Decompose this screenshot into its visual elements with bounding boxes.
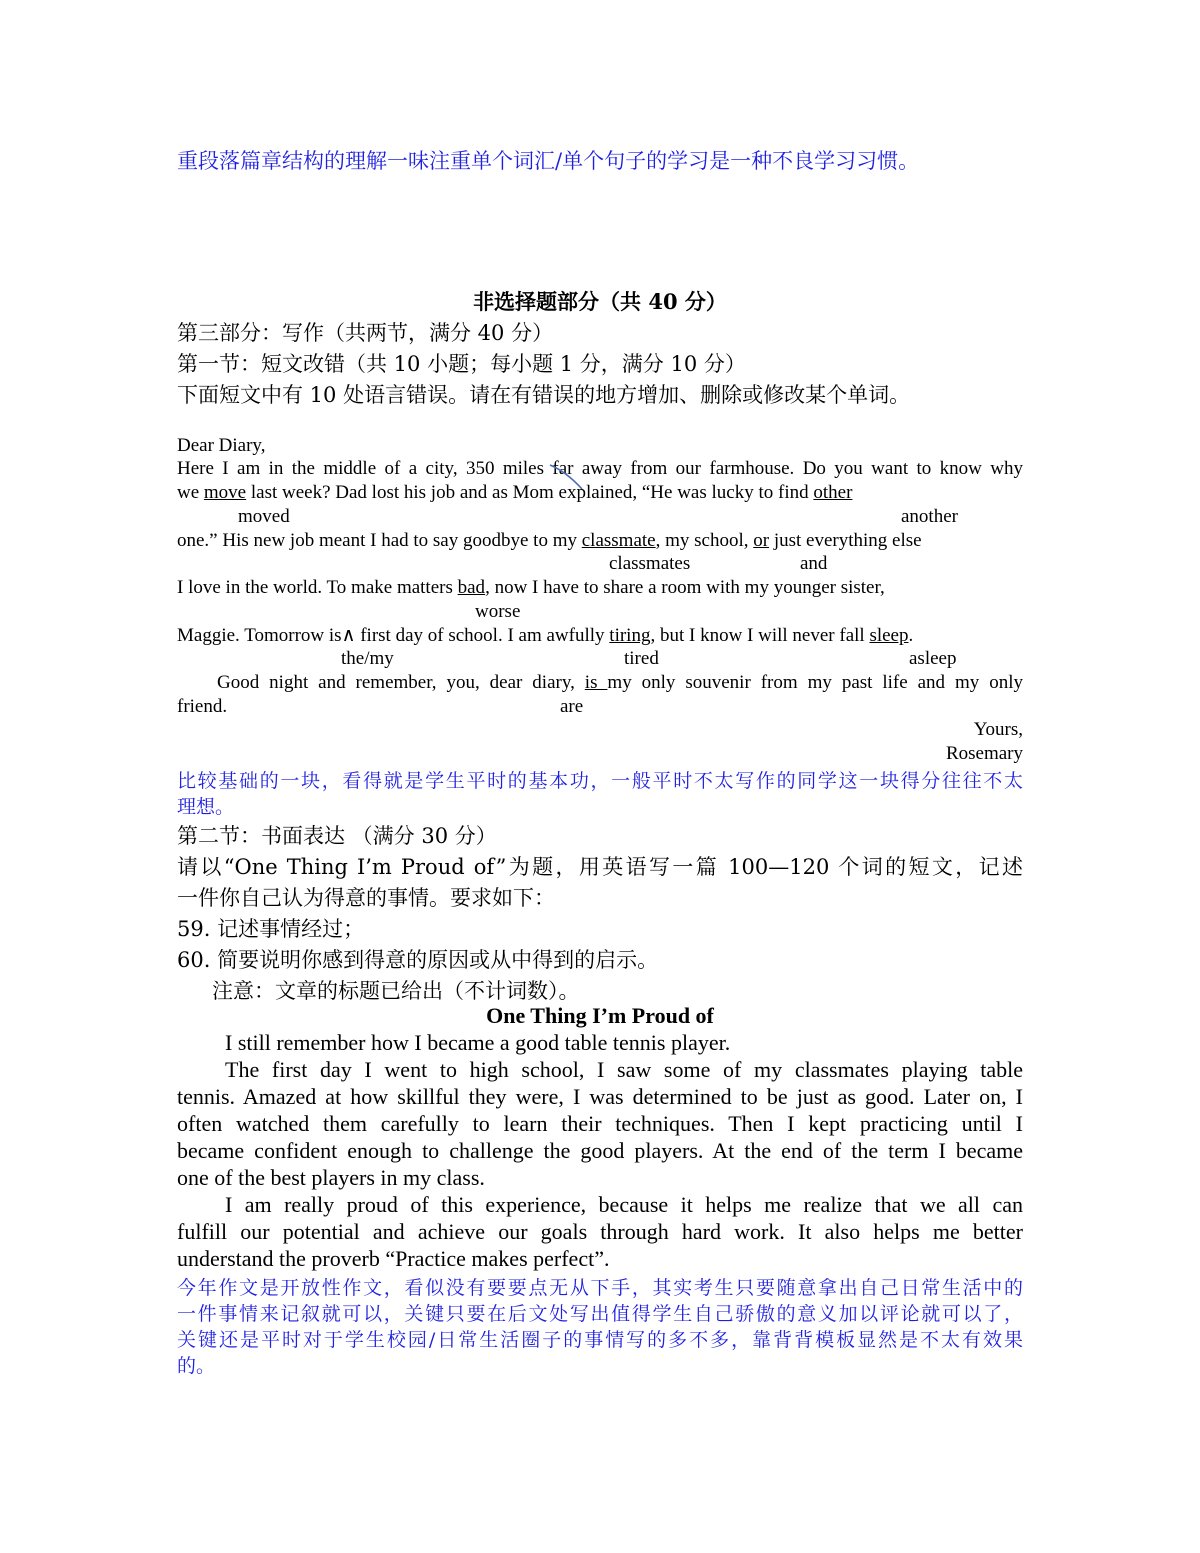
comment-2-line-1: 今年作文是开放性作文，看似没有要要点无从下手，其实考生只要随意拿出自己日常生活中的 bbox=[177, 1277, 1023, 1299]
diary-text: first day of school. I am awfully bbox=[355, 625, 610, 646]
diary-text: . bbox=[908, 625, 914, 646]
sec2-title: 第二节：书面表达 （满分 30 分） bbox=[177, 824, 497, 848]
correction-the-my: the/my bbox=[341, 648, 394, 669]
diary-text: , now I have to share a room with my younger sister, bbox=[485, 577, 885, 598]
diary-text: , my school, bbox=[655, 530, 754, 551]
sec2-prompt-2: 一件你自己认为得意的事情。要求如下： bbox=[177, 886, 555, 910]
diary-line-3 bbox=[177, 530, 922, 552]
diary-text: I love in the world. To make matters bbox=[177, 577, 458, 598]
comment-2-line-4: 的。 bbox=[177, 1355, 216, 1377]
error-word: move bbox=[203, 482, 247, 503]
diary-line-2 bbox=[177, 482, 852, 504]
diary-text: just everything else bbox=[769, 530, 922, 551]
error-word: or bbox=[753, 530, 770, 551]
requirement-1: 59. 记述事情经过； bbox=[177, 917, 365, 941]
intro-comment: 重段落篇章结构的理解一味注重单个词汇/单个句子的学习是一种不良学习习惯。 bbox=[177, 149, 920, 173]
diary-text: last week? Dad lost his job and as Mom explained, “He was lucky to find bbox=[246, 482, 814, 503]
error-word: other bbox=[813, 482, 853, 503]
sec1-title: 第一节：短文改错（共 10 小题；每小题 1 分，满分 10 分） bbox=[177, 352, 746, 376]
error-word: tiring bbox=[609, 625, 651, 646]
diary-text: Good night and remember, you, dear diary, bbox=[217, 672, 585, 693]
section-title: 非选择题部分（共 40 分） bbox=[473, 289, 727, 314]
essay-p2-line-4: became confident enough to challenge the good players. At the end of the term I became bbox=[177, 1138, 1023, 1163]
diary-text: we bbox=[177, 482, 204, 503]
essay-p2-line-1: The first day I went to high school, I saw some of my classmates playing table bbox=[225, 1057, 1023, 1082]
diary-text: one.” His new job meant I had to say goodbye to my bbox=[177, 530, 582, 551]
essay-p3-line-2: fulfill our potential and achieve our goals through hard work. It also helps me better bbox=[177, 1219, 1023, 1244]
comment-2-line-3: 关键还是平时对于学生校园/日常生活圈子的事情写的多不多，靠背背模板显然是不太有效果 bbox=[177, 1329, 1023, 1351]
essay-p2-line-5: one of the best players in my class. bbox=[177, 1165, 485, 1190]
diary-line-5 bbox=[177, 624, 913, 647]
correction-classmates: classmates bbox=[609, 553, 691, 574]
note: 注意：文章的标题已给出（不计词数）。 bbox=[212, 979, 580, 1003]
diary-line-1: Here I am in the middle of a city, 350 miles far away from our farmhouse. Do you want to know why bbox=[177, 458, 1023, 479]
error-word: sleep bbox=[869, 625, 909, 646]
correction-are: are bbox=[560, 696, 584, 717]
comment-1b: 理想。 bbox=[177, 796, 235, 818]
insert-caret-icon: ∧ bbox=[341, 625, 356, 646]
sec2-prompt-1: 请以“One Thing I’m Proud of”为题，用英语写一篇 100—120 个词的短文，记述 bbox=[177, 855, 1023, 879]
error-word: classmate bbox=[581, 530, 656, 551]
diary-line-4 bbox=[177, 577, 885, 599]
sec1-instruction: 下面短文中有 10 处语言错误。请在有错误的地方增加、删除或修改某个单词。 bbox=[177, 383, 911, 407]
diary-text: Maggie. Tomorrow is bbox=[177, 625, 342, 646]
diary-greeting: Dear Diary, bbox=[177, 435, 266, 456]
diary-line-6 bbox=[217, 672, 1023, 694]
essay-title: One Thing I’m Proud of bbox=[486, 1003, 714, 1028]
comment-2-line-2: 一件事情来记叙就可以，关键只要在后文处写出值得学生自己骄傲的意义加以评论就可以了， bbox=[177, 1303, 1023, 1325]
essay-p2-line-2: tennis. Amazed at how skillful they were, I was determined to be just as good. Later on, I bbox=[177, 1084, 1023, 1109]
essay-p2-line-3: often watched them carefully to learn their techniques. Then I kept practicing until I bbox=[177, 1111, 1023, 1136]
diary-text: , but I know I will never fall bbox=[650, 625, 870, 646]
essay-p1: I still remember how I became a good table tennis player. bbox=[225, 1030, 731, 1055]
correction-asleep: asleep bbox=[909, 648, 957, 669]
diary-line-7: friend. bbox=[177, 696, 228, 717]
comment-1: 比较基础的一块，看得就是学生平时的基本功，一般平时不太写作的同学这一块得分往往不太 bbox=[177, 770, 1023, 792]
correction-tired: tired bbox=[624, 648, 659, 669]
diary-signature: Rosemary bbox=[945, 743, 1023, 764]
error-word: is bbox=[584, 672, 608, 693]
requirement-2: 60. 简要说明你感到得意的原因或从中得到的启示。 bbox=[177, 948, 659, 972]
essay-p3-line-1: I am really proud of this experience, because it helps me realize that we all can bbox=[225, 1192, 1023, 1217]
correction-and: and bbox=[800, 553, 828, 574]
error-word: bad bbox=[457, 577, 486, 598]
correction-worse: worse bbox=[475, 601, 521, 622]
correction-moved: moved bbox=[238, 506, 290, 527]
diary-closing: Yours, bbox=[973, 719, 1023, 740]
part3-title: 第三部分：写作（共两节，满分 40 分） bbox=[177, 321, 554, 345]
essay-p3-line-3: understand the proverb “Practice makes perfect”. bbox=[177, 1246, 610, 1271]
correction-another: another bbox=[901, 506, 958, 527]
diary-text: my only souvenir from my past life and my only bbox=[607, 672, 1023, 693]
